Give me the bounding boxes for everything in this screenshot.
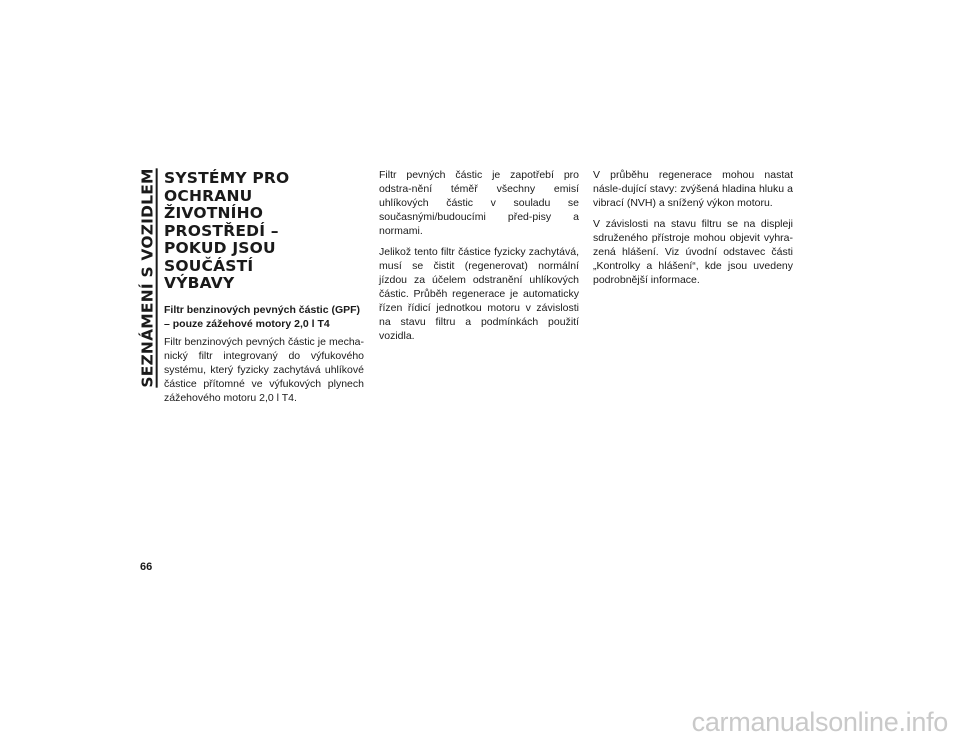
text-column-left — [164, 168, 364, 412]
section-heading-line: ŽIVOTNÍHO PROSTŘEDÍ – — [164, 204, 279, 240]
section-heading-line: VÝBAVY — [164, 274, 235, 292]
chapter-side-title-text: SEZNÁMENÍ S VOZIDLEM — [139, 168, 158, 388]
section-heading-line: SYSTÉMY PRO OCHRANU — [164, 169, 290, 205]
text-column-right — [593, 168, 793, 294]
paragraph: Filtr benzinových pevných částic je mecha-nický filtr integrovaný do výfukového systému, který fyzicky zachytává uhlíkové částice přítomné ve výfukových plynech zážehového motoru 2,0 l T4. — [164, 335, 364, 404]
text-column-middle — [379, 168, 579, 350]
section-heading-line: POKUD JSOU SOUČÁSTÍ — [164, 239, 276, 275]
paragraph: V závislosti na stavu filtru se na displeji sdruženého přístroje mohou objevit vyhra-zená hlášení. Viz úvodní odstavec části „Kontrolky a hlášení“, kde jsou uvedeny podrobnější informace. — [593, 218, 793, 286]
chapter-side-title — [134, 168, 162, 388]
paragraph: V průběhu regenerace mohou nastat násle-dující stavy: zvýšená hladina hluku a vibrací (NVH) a snížený výkon motoru. — [593, 169, 793, 209]
page-number: 66 — [140, 561, 153, 573]
watermark: carmanualsonline.info — [691, 707, 948, 737]
section-heading — [164, 170, 364, 293]
sub-heading: Filtr benzinových pevných částic (GPF) – pouze zážehové motory 2,0 l T4 — [164, 303, 361, 330]
paragraph: Jelikož tento filtr částice fyzicky zachytává, musí se čistit (regenerovat) normální jízdou za účelem odstranění uhlíkových částic. Průběh regenerace je automaticky řízen řídicí jednotkou motoru v závislosti na stavu filtru a podmínkách použití vozidla. — [379, 246, 579, 342]
paragraph: Filtr pevných částic je zapotřebí pro odstra-nění téměř všechny emisí uhlíkových částic v souladu se současnými/budoucími před-pisy a normami. — [379, 169, 579, 237]
